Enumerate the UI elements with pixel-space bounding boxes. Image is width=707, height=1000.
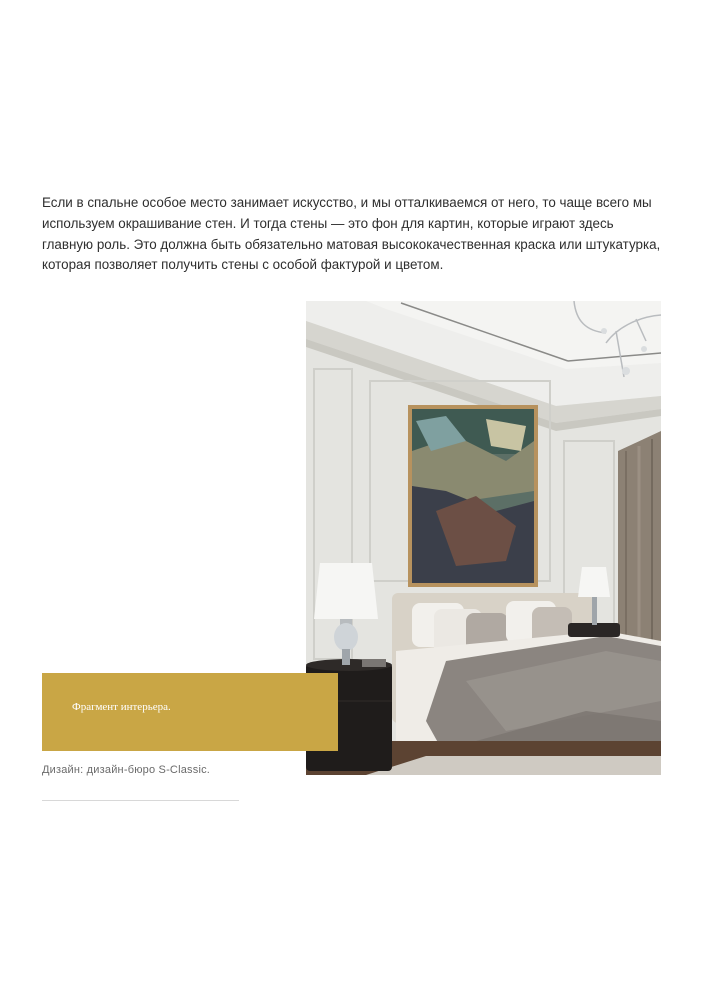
article-paragraph: Если в спальне особое место занимает искусство, и мы отталкиваемся от него, то чаще всего мы используем окрашивание стен. И тогда стены — это фон для картин, которые играют здесь главную роль. Это должна быть обязательно матовая высококачественная краска или штукатурка, которая позволяет получить стены с особой фактурой и цветом. (42, 195, 661, 273)
caption-box (42, 673, 338, 751)
bedroom-illustration (306, 301, 661, 775)
divider (42, 800, 239, 801)
figure-caption: Фрагмент интерьера. (72, 701, 171, 713)
interior-photo (306, 301, 661, 775)
figure-credit: Дизайн: дизайн-бюро S-Classic. (42, 764, 211, 776)
